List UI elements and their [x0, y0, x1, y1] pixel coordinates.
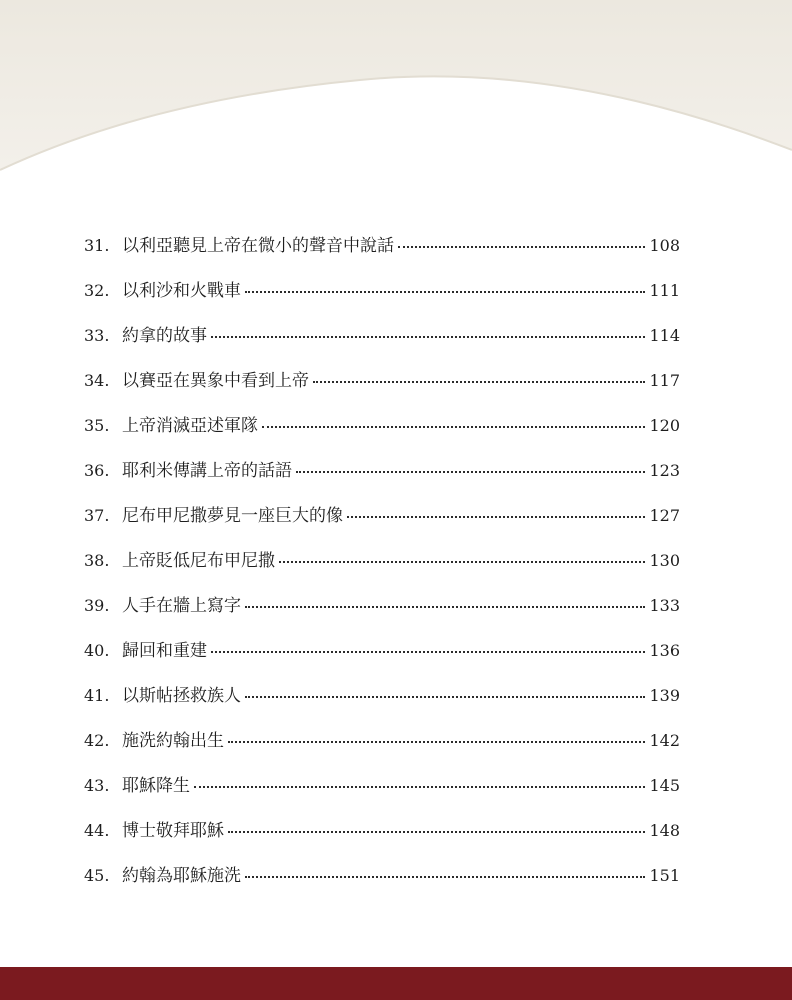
table-of-contents	[84, 231, 680, 906]
toc-dot-leader	[211, 335, 645, 338]
toc-entry	[84, 771, 680, 816]
toc-entry	[84, 591, 680, 636]
toc-entry-title: 以利亞聽見上帝在微小的聲音中說話	[122, 236, 394, 256]
toc-entry-number: 39.	[84, 596, 110, 615]
toc-entry-page: 142	[649, 731, 680, 750]
toc-entry-number: 32.	[84, 281, 110, 300]
toc-entry-number: 40.	[84, 641, 110, 660]
toc-entry-title: 耶利米傳講上帝的話語	[122, 461, 292, 481]
toc-entry	[84, 546, 680, 591]
toc-entry-title: 尼布甲尼撒夢見一座巨大的像	[122, 506, 343, 526]
toc-entry-number: 31.	[84, 236, 110, 255]
toc-entry-number: 37.	[84, 506, 110, 525]
toc-entry	[84, 411, 680, 456]
toc-entry-page: 111	[649, 281, 680, 300]
toc-entry-page: 108	[649, 236, 680, 255]
toc-entry-number: 43.	[84, 776, 110, 795]
toc-entry	[84, 276, 680, 321]
toc-entry-page: 145	[649, 776, 680, 795]
toc-entry	[84, 636, 680, 681]
toc-entry	[84, 726, 680, 771]
toc-entry-page: 139	[649, 686, 680, 705]
toc-dot-leader	[296, 470, 645, 473]
toc-entry	[84, 681, 680, 726]
toc-dot-leader	[245, 875, 645, 878]
toc-dot-leader	[279, 560, 645, 563]
toc-entry	[84, 456, 680, 501]
toc-entry-number: 44.	[84, 821, 110, 840]
toc-dot-leader	[347, 515, 645, 518]
toc-dot-leader	[228, 830, 645, 833]
toc-entry-title: 以利沙和火戰車	[122, 281, 241, 301]
toc-dot-leader	[228, 740, 645, 743]
toc-entry	[84, 366, 680, 411]
toc-entry-number: 45.	[84, 866, 110, 885]
toc-entry-page: 123	[649, 461, 680, 480]
toc-dot-leader	[262, 425, 645, 428]
toc-dot-leader	[245, 605, 645, 608]
toc-entry-title: 以斯帖拯救族人	[122, 686, 241, 706]
toc-entry	[84, 861, 680, 906]
toc-entry-page: 120	[649, 416, 680, 435]
toc-entry-number: 41.	[84, 686, 110, 705]
toc-entry-title: 以賽亞在異象中看到上帝	[122, 371, 309, 391]
toc-entry-title: 上帝消滅亞述軍隊	[122, 416, 258, 436]
toc-entry-page: 133	[649, 596, 680, 615]
toc-entry-title: 約拿的故事	[122, 326, 207, 346]
toc-entry-page: 127	[649, 506, 680, 525]
toc-entry	[84, 231, 680, 276]
toc-entry-number: 42.	[84, 731, 110, 750]
toc-entry-page: 151	[649, 866, 680, 885]
toc-entry-number: 34.	[84, 371, 110, 390]
toc-entry-number: 35.	[84, 416, 110, 435]
toc-dot-leader	[245, 290, 645, 293]
toc-dot-leader	[194, 785, 645, 788]
toc-entry-number: 38.	[84, 551, 110, 570]
toc-entry	[84, 321, 680, 366]
toc-entry-title: 約翰為耶穌施洗	[122, 866, 241, 886]
toc-entry-title: 上帝貶低尼布甲尼撒	[122, 551, 275, 571]
toc-dot-leader	[211, 650, 645, 653]
toc-dot-leader	[313, 380, 645, 383]
toc-entry	[84, 501, 680, 546]
toc-entry-number: 36.	[84, 461, 110, 480]
toc-entry-title: 歸回和重建	[122, 641, 207, 661]
toc-entry-page: 148	[649, 821, 680, 840]
toc-entry-page: 130	[649, 551, 680, 570]
header-decorative-band	[0, 0, 792, 180]
toc-entry-number: 33.	[84, 326, 110, 345]
toc-dot-leader	[245, 695, 645, 698]
toc-entry-title: 博士敬拜耶穌	[122, 821, 224, 841]
header-curve-graphic	[0, 0, 792, 180]
toc-entry-title: 人手在牆上寫字	[122, 596, 241, 616]
toc-entry	[84, 816, 680, 861]
toc-entry-title: 施洗約翰出生	[122, 731, 224, 751]
toc-entry-page: 117	[649, 371, 680, 390]
toc-entry-page: 114	[649, 326, 680, 345]
toc-entry-page: 136	[649, 641, 680, 660]
toc-entry-title: 耶穌降生	[122, 776, 190, 796]
toc-dot-leader	[398, 245, 645, 248]
footer-bar	[0, 967, 792, 1000]
